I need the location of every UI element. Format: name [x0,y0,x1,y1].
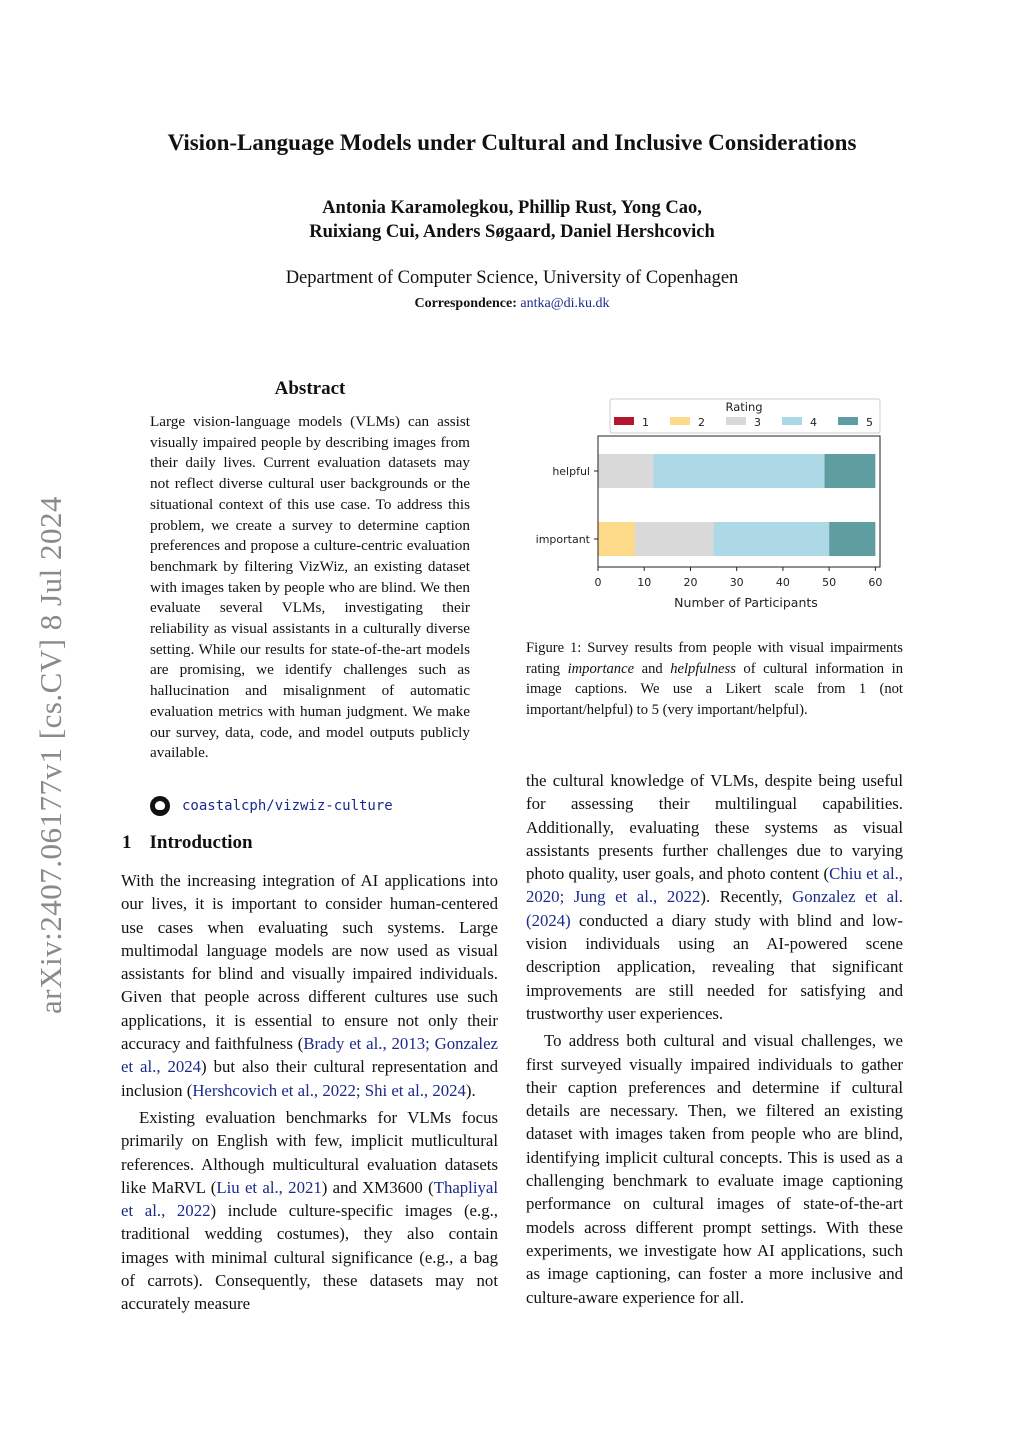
legend-label-5: 5 [866,416,873,429]
correspondence-email[interactable]: antka@di.ku.dk [520,296,610,311]
repo-name[interactable]: coastalcph/vizwiz-culture [182,798,393,814]
citation-link[interactable]: Liu et al., 2021 [216,1177,322,1197]
x-axis-label: Number of Participants [674,595,818,610]
x-tick-label: 50 [822,576,837,589]
legend-label-2: 2 [698,416,705,429]
legend-swatch-3 [726,417,746,425]
stacked-bar-chart [528,394,908,616]
correspondence [0,296,1024,312]
y-tick-label-important: important [535,533,590,546]
figure-1-chart [528,394,908,621]
citation-link[interactable]: Chiu et al., 2020; Jung et al., 2022 [526,864,903,907]
x-tick-label: 30 [729,576,744,589]
bar-important-rating-4 [714,522,830,556]
authors-line-2: Ruixiang Cui, Anders Søgaard, Daniel Hershcovich [309,222,715,242]
bar-helpful-rating-3 [598,454,653,488]
legend-swatch-4 [782,417,802,425]
legend-swatch-1 [614,417,634,425]
bar-helpful-rating-4 [653,454,824,488]
abstract-text: Large vision-language models (VLMs) can assist visually impaired people by describing images from their daily lives. Current evaluation datasets may not reflect diverse cultural user backgrounds or the situational context of this use case. To address this problem, we create a survey to determine caption preferences and propose a culture-centric evaluation benchmark by filtering VizWiz, an existing dataset with images taken by people who are blind. We then evaluate several VLMs, investigating their reliability as visual assistants in a culturally diverse setting. While our results for state-of-the-art models are promising, we identify challenges such as hallucination and misalignment of automatic evaluation metrics with human judgment. We make our survey, data, code, and model outputs publicly available. [150,413,470,762]
legend-label-1: 1 [642,416,649,429]
bar-important-rating-5 [829,522,875,556]
arxiv-identifier: arXiv:2407.06177v1 [cs.CV] 8 Jul 2024 [33,496,68,1014]
x-tick-label: 10 [637,576,652,589]
y-tick-label-helpful: helpful [552,465,590,478]
x-tick-label: 60 [868,576,883,589]
repo-link[interactable] [150,796,393,816]
authors-line-1: Antonia Karamolegkou, Phillip Rust, Yong Cao, [322,198,702,218]
affiliation: Department of Computer Science, University of Copenhagen [285,268,739,288]
citation-link[interactable]: Hershcovich et al., 2022; Shi et al., 2024 [192,1080,466,1100]
legend-swatch-5 [838,417,858,425]
intro-paragraph-2: Existing evaluation benchmarks for VLMs focus primarily on English with few, implicit mutlicultural references. Although multicultural evaluation datasets like MaRVL (Liu et al., 2021) and XM3600 (Thapliyal et al., 2022) include culture-specific images (e.g., traditional wedding costumes), they also contain images with minimal cultural significance (e.g., a bag of carrots). Consequently, these datasets may not accurately measure [121,1107,498,1314]
x-tick-label: 20 [683,576,698,589]
github-icon [150,796,170,816]
section-number: 1 [122,832,132,853]
intro-paragraph-3: the cultural knowledge of VLMs, despite being useful for assessing their multilingual capabilities. Additionally, evaluating these systems as visual assistants presents further challenges due to varying photo quality, user goals, and photo content (Chiu et al., 2020; Jung et al., 2022). Recently, Gonzalez et al. (2024) conducted a diary study with blind and low-vision individuals using an AI-powered scene description application, revealing that significant improvements are still needed for satisfying and trustworthy user experiences. [526,771,903,1023]
left-column-body [121,869,498,1316]
figure-1-caption: Figure 1: Survey results from people with visual impairments rating importance and helpfulness of cultural information in image captions. We use a Likert scale from 1 (not important/helpful) to 5 (very important/helpful). [526,640,903,718]
intro-paragraph-1: With the increasing integration of AI applications into our lives, it is important to consider human-centered use cases when evaluating such systems. Large multimodal language models are now used as visual assistants for blind and visually impaired individuals. Given that people across different cultures use such applications, it is essential to ensure not only their accuracy and faithfulness (Brady et al., 2013; Gonzalez et al., 2024) but also their cultural representation and inclusion (Hershcovich et al., 2022; Shi et al., 2024). [121,871,498,1100]
section-heading-introduction [122,832,253,854]
bar-important-rating-2 [598,522,635,556]
paper-title: Vision-Language Models under Cultural and Inclusive Considerations [167,130,857,155]
bar-helpful-rating-5 [825,454,876,488]
intro-paragraph-4: To address both cultural and visual challenges, we first surveyed visually impaired individuals to gather their caption preferences and determine if cultural details are necessary. Then, we filtered an existing dataset with images taken from people who are blind, identifying implicit cultural concepts. This is used as a challenging benchmark to evaluate image captioning performance on cultural images of state-of-the-art models across different prompt settings. With these experiments, we investigate how AI applications, such as image captioning, can foster a more inclusive and culture-aware experience for all. [526,1031,903,1307]
bar-important-rating-3 [635,522,714,556]
x-tick-label: 0 [594,576,602,589]
legend-label-4: 4 [810,416,817,429]
legend-label-3: 3 [754,416,761,429]
legend-title: Rating [725,400,763,414]
correspondence-label: Correspondence: [414,296,517,311]
abstract-heading: Abstract [274,378,346,399]
citation-link[interactable]: Thapliyal et al., 2022 [121,1177,498,1221]
chart-bars [536,454,876,556]
right-column-body [526,769,903,1309]
x-tick-label: 40 [775,576,790,589]
citation-link[interactable]: Gonzalez et al. (2024) [526,887,903,930]
citation-link[interactable]: Brady et al., 2013; Gonzalez et al., 2024 [121,1034,498,1077]
arxiv-sidebar [26,460,76,1050]
section-title: Introduction [149,832,253,853]
legend-swatch-2 [670,417,690,425]
